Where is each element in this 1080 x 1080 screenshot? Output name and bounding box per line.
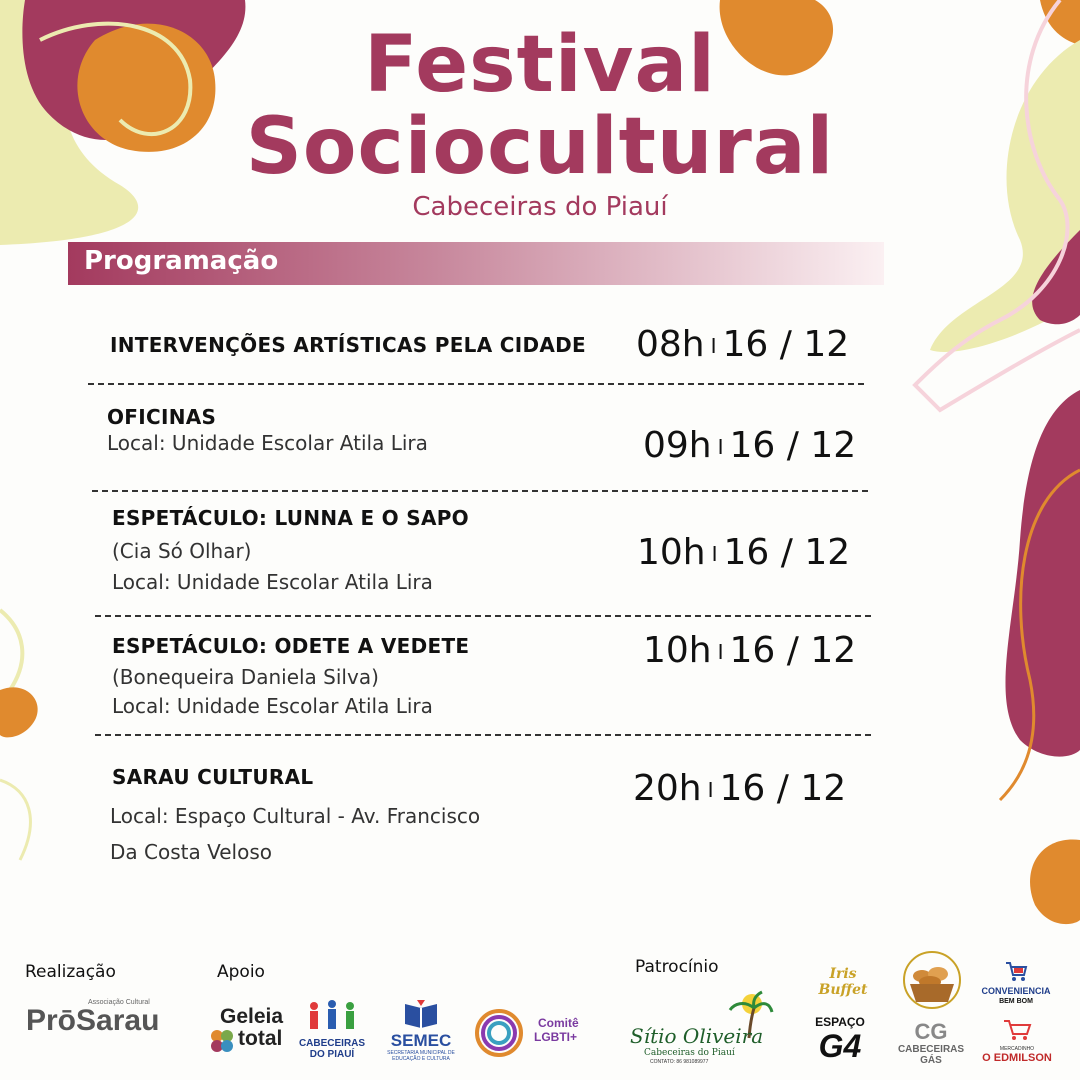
orange-blob-left (0, 687, 38, 737)
apoio-label: Apoio (217, 962, 265, 982)
event-1-time: 08h I 16 / 12 (636, 324, 850, 365)
espaco-g4-logo (810, 1016, 870, 1068)
festival-subtitle: Cabeceiras do Piauí (412, 192, 668, 222)
orange-blob-right-lower (1030, 840, 1080, 925)
cabeceiras-logo-line1: CABECEIRAS (298, 1038, 366, 1049)
semec-logo (384, 998, 458, 1062)
event-5-time: 20h I 16 / 12 (633, 768, 847, 809)
bakery-basket-logo (900, 950, 964, 1012)
event-4-title: ESPETÁCULO: ODETE A VEDETE (112, 634, 470, 658)
iris-logo-line1: Iris (829, 966, 857, 982)
event-2-time: 09h I 16 / 12 (643, 425, 857, 466)
semec-logo-sub: SECRETARIA MUNICIPAL DE EDUCAÇÃO E CULTURA (387, 1050, 455, 1062)
edmilson-logo-line1: MERCADINHO (999, 1046, 1035, 1052)
festival-title-line1: Festival (364, 20, 716, 110)
cart-icon (1002, 1018, 1032, 1042)
event-4-time: 10h I 16 / 12 (643, 630, 857, 671)
geleia-total-logo (208, 1005, 288, 1060)
prosarau-logo-text: PrōSarau (26, 1004, 160, 1037)
semec-logo-name: SEMEC (390, 1031, 452, 1050)
cabeceiras-gas-logo (896, 1020, 966, 1070)
patrocinio-label: Patrocínio (635, 957, 719, 977)
conveniencia-logo-line1: CONVENIENCIA (981, 986, 1051, 996)
comite-logo-line1: Comitê (538, 1016, 579, 1030)
geleia-flower-icon (208, 1027, 236, 1055)
prosarau-logo (26, 999, 161, 1055)
event-divider (95, 615, 871, 617)
mercadinho-edmilson-logo (980, 1018, 1054, 1070)
conveniencia-bem-bom-logo (978, 960, 1054, 1010)
cg-logo-line1: CABECEIRAS (897, 1044, 965, 1055)
festival-title-line2: Sociocultural (245, 102, 835, 192)
diversity-circle-icon (474, 1008, 524, 1058)
event-4-company: (Bonequeira Daniela Silva) (112, 665, 379, 689)
comite-logo-line2: LGBTI+ (534, 1030, 578, 1044)
event-2-date: 16 / 12 (729, 425, 857, 466)
iris-logo-line2: Buffet (818, 982, 868, 998)
espaco-logo-line1: ESPAÇO (815, 1015, 865, 1029)
event-2-hour: 09h (643, 425, 712, 466)
event-divider (88, 383, 864, 385)
event-1-hour: 08h (636, 324, 705, 365)
event-3-company: (Cia Só Olhar) (112, 539, 252, 563)
shopping-cart-icon (1004, 960, 1028, 982)
event-5-date: 16 / 12 (719, 768, 847, 809)
cream-line-left-lower (0, 780, 30, 860)
prosarau-logo-tag: Associação Cultural (88, 999, 150, 1006)
cg-logo-mark: CG (914, 1019, 948, 1044)
event-5-hour: 20h (633, 768, 702, 809)
event-divider (92, 490, 868, 492)
conveniencia-logo-line2: BEM BOM (999, 998, 1033, 1005)
program-section-label: Programação (84, 246, 279, 276)
espaco-logo-line2: G4 (818, 1028, 862, 1064)
people-icon (302, 998, 362, 1034)
comite-lgbti-logo (474, 1008, 594, 1058)
event-1-title: INTERVENÇÕES ARTÍSTICAS PELA CIDADE (110, 333, 587, 357)
sitio-logo-contact: CONTATO: 86 981089977 (650, 1059, 709, 1065)
cabeceiras-prefeitura-logo (296, 998, 368, 1068)
magenta-blob-right-middle (1005, 390, 1080, 757)
sitio-oliveira-logo (628, 990, 778, 1065)
book-icon (401, 998, 441, 1028)
event-2-title: OFICINAS (107, 405, 217, 429)
cream-line-left (0, 610, 22, 690)
sitio-logo-name: Sítio Oliveira (630, 1024, 764, 1048)
event-3-date: 16 / 12 (723, 532, 851, 573)
geleia-logo-line1: Geleia (220, 1005, 284, 1028)
iris-buffet-logo (810, 958, 876, 1008)
event-4-hour: 10h (643, 630, 712, 671)
sitio-logo-sub: Cabeceiras do Piauí (644, 1048, 735, 1058)
event-3-time: 10h I 16 / 12 (637, 532, 851, 573)
event-5-location-line2: Da Costa Veloso (110, 840, 272, 864)
geleia-logo-line2: total (238, 1027, 283, 1050)
event-2-location: Local: Unidade Escolar Atila Lira (107, 431, 428, 455)
cabeceiras-logo-line2: DO PIAUÍ (309, 1049, 355, 1060)
event-3-hour: 10h (637, 532, 706, 573)
cg-logo-line2: GÁS (920, 1055, 942, 1066)
realizacao-label: Realização (25, 962, 116, 982)
event-3-title: ESPETÁCULO: LUNNA E O SAPO (112, 506, 469, 530)
event-5-location-line1: Local: Espaço Cultural - Av. Francisco (110, 804, 481, 828)
event-3-location: Local: Unidade Escolar Atila Lira (112, 570, 433, 594)
event-divider (95, 734, 871, 736)
event-1-date: 16 / 12 (722, 324, 850, 365)
event-4-date: 16 / 12 (729, 630, 857, 671)
edmilson-logo-line2: O EDMILSON (982, 1052, 1052, 1064)
event-4-location: Local: Unidade Escolar Atila Lira (112, 694, 433, 718)
event-5-title: SARAU CULTURAL (112, 765, 314, 789)
